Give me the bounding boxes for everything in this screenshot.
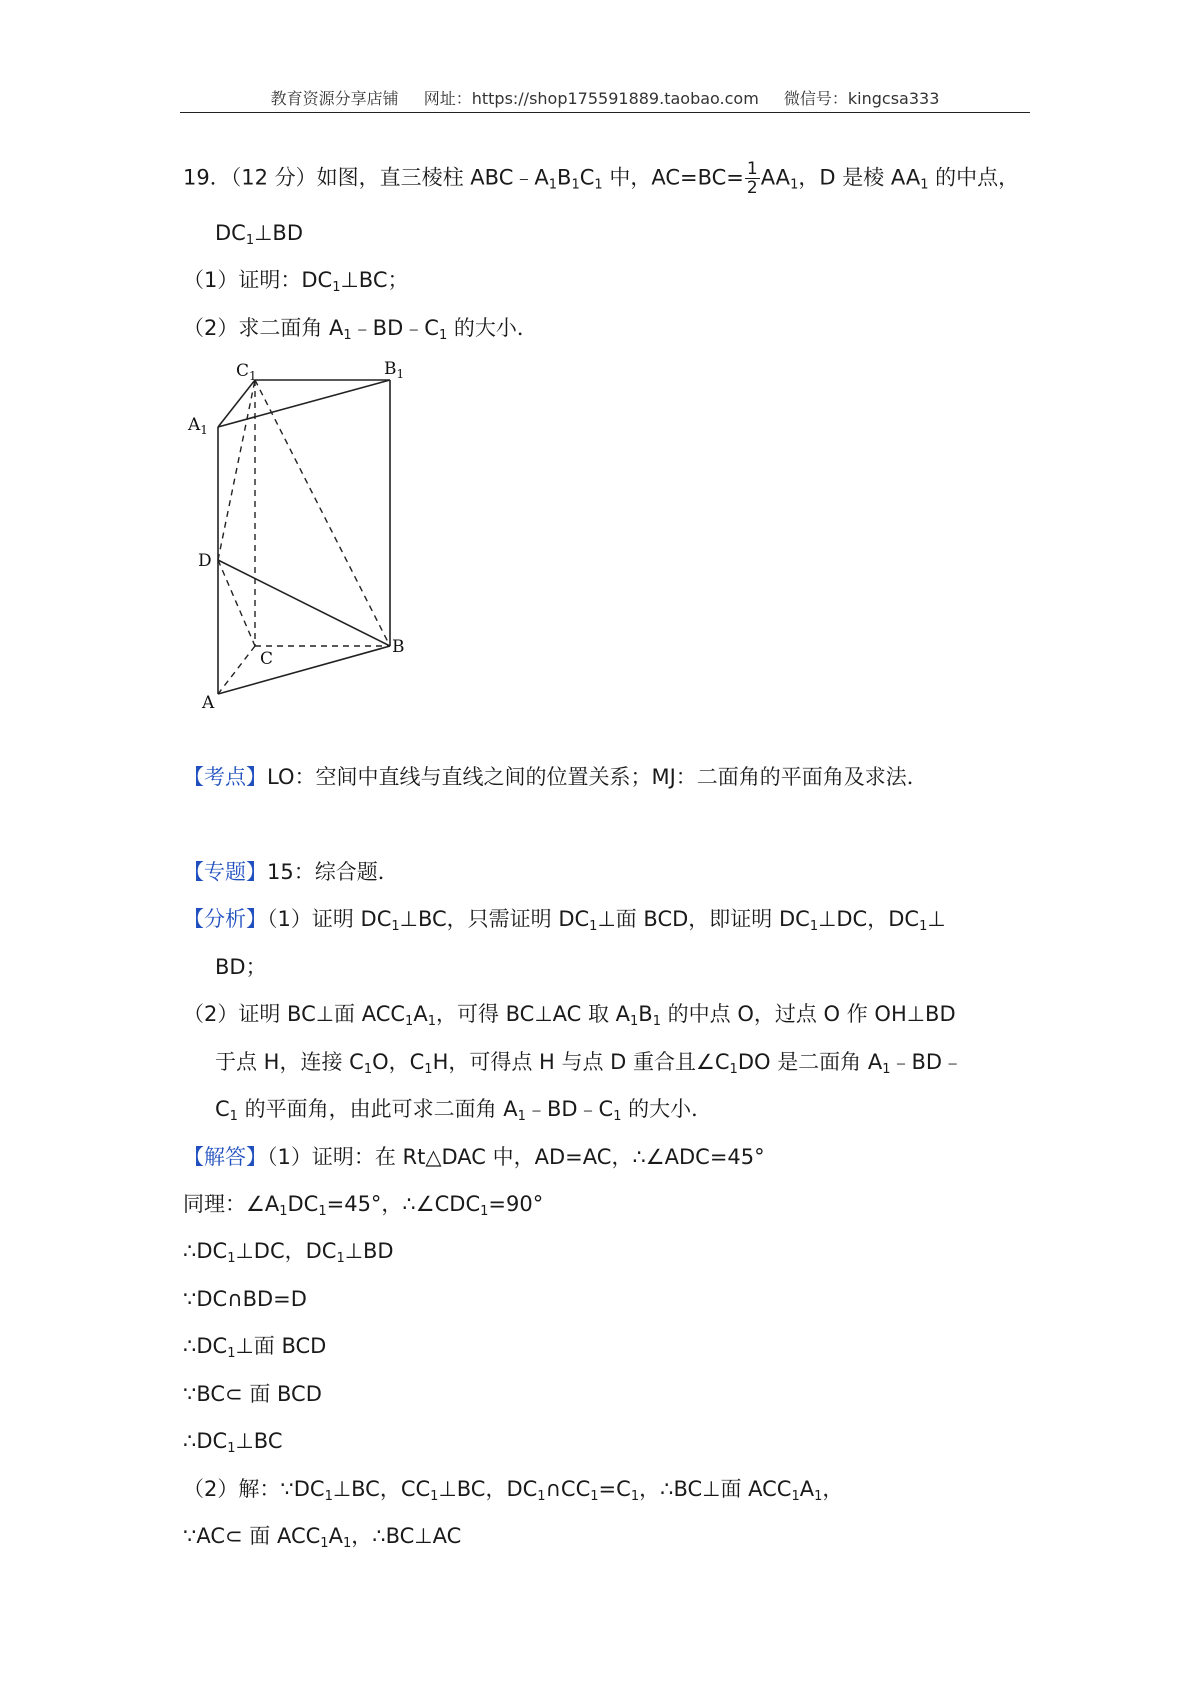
problem-stem: 19．（12 分）如图，直三棱柱 $ABC﹣A_1B_1C_1$ 中，AC=BC= $\frac{1}{2}$ $AA_1$，D 是棱 $AA_1$ 的中点， [183, 159, 1020, 198]
label-b: B [392, 637, 405, 657]
fenxi-line-1: 【分析】（1）证明 $DC_1\perp BC$，只需证明 $DC_1\perp$面 BCD，即证明 $DC_1\perp DC$，$DC_1\perp$ [183, 907, 946, 934]
header-rule [180, 112, 1030, 113]
label-b1: $B_1$ [384, 359, 405, 381]
fraction-half: $\frac{1}{2}$ [746, 159, 758, 198]
jieda-line-5: $\therefore DC_1\perp$面 BCD [183, 1334, 327, 1361]
zhuanti-tag: 【专题】 [183, 860, 267, 884]
problem-condition: $DC_1\perp BD$ [215, 221, 303, 248]
label-c1: $C_1$ [236, 361, 257, 383]
jieda-line-8: （2）解：$\because DC_1\perp BC$，$CC_1\perp BC$，$DC_1\cap CC_1=C_1$，∴BC⊥面 $ACC_1A_1$， [183, 1477, 844, 1504]
label-a: A [202, 693, 215, 712]
fenxi-line-2: BD； [215, 955, 267, 979]
fenxi-tag: 【分析】 [183, 907, 267, 931]
kaodian-line: 【考点】LO：空间中直线与直线之间的位置关系；MJ：二面角的平面角及求法． [183, 765, 928, 789]
jieda-line-7: $\therefore DC_1\perp BC$ [183, 1429, 283, 1456]
header-url: 网址：https://shop175591889.taobao.com [423, 89, 759, 108]
zhuanti-line: 【专题】15：综合题． [183, 860, 399, 884]
edge-d-c1 [218, 380, 255, 560]
fenxi-line-3: （2）证明 BC⊥面 $ACC_1A_1$，可得 BC⊥AC 取 $A_1B_1$ 的中点 O，过点 O 作 OH⊥BD [183, 1002, 956, 1029]
question-2: （2）求二面角 $A_1﹣BD﹣C_1$ 的大小． [183, 316, 538, 343]
edge-c-a [218, 646, 255, 694]
header-shop: 教育资源分享店铺 [270, 89, 399, 108]
jieda-line-9: ∵AC⊂ 面 $ACC_1A_1$，∴BC⊥AC [183, 1524, 462, 1551]
edge-c1-b [255, 380, 390, 646]
edge-d-b [218, 560, 390, 646]
prism-diagram [180, 352, 420, 712]
kaodian-tag: 【考点】 [183, 765, 267, 789]
jieda-line-6: ∵BC⊂ 面 BCD [183, 1382, 322, 1406]
label-a1: $A_1$ [188, 415, 208, 437]
edge-a1-b1 [218, 380, 390, 427]
question-1: （1）证明：$DC_1\perp BC$； [183, 268, 409, 295]
label-d: D [198, 551, 212, 571]
header-wechat: 微信号：kingcsa333 [783, 89, 940, 108]
fenxi-line-5: $C_1$ 的平面角，由此可求二面角 $A_1﹣BD﹣C_1$ 的大小． [215, 1097, 713, 1124]
label-c: C [260, 649, 274, 669]
jieda-line-3: $\therefore DC_1\perp DC$，$DC_1\perp BD$ [183, 1239, 394, 1266]
jieda-tag: 【解答】 [183, 1145, 267, 1169]
edge-a1-c1 [218, 380, 255, 427]
edge-a-b [218, 646, 390, 694]
jieda-line-2: 同理：$\angle A_1DC_1=45^\circ$，$\therefore\angle CDC_1=90^\circ$ [183, 1192, 544, 1219]
prism-figure [180, 352, 420, 712]
jieda-line-4: ∵DC∩BD=D [183, 1287, 307, 1311]
jieda-line-1: 【解答】（1）证明：在 Rt△DAC 中，AD=AC，∴∠ADC=45° [183, 1145, 765, 1169]
edge-d-c [218, 560, 255, 646]
fenxi-line-4: 于点 H，连接 $C_1O$，$C_1H$，可得点 H 与点 D 重合且$\angle C_1DO$ 是二面角 $A_1﹣BD﹣$ [215, 1050, 964, 1077]
page-header [180, 86, 1030, 109]
